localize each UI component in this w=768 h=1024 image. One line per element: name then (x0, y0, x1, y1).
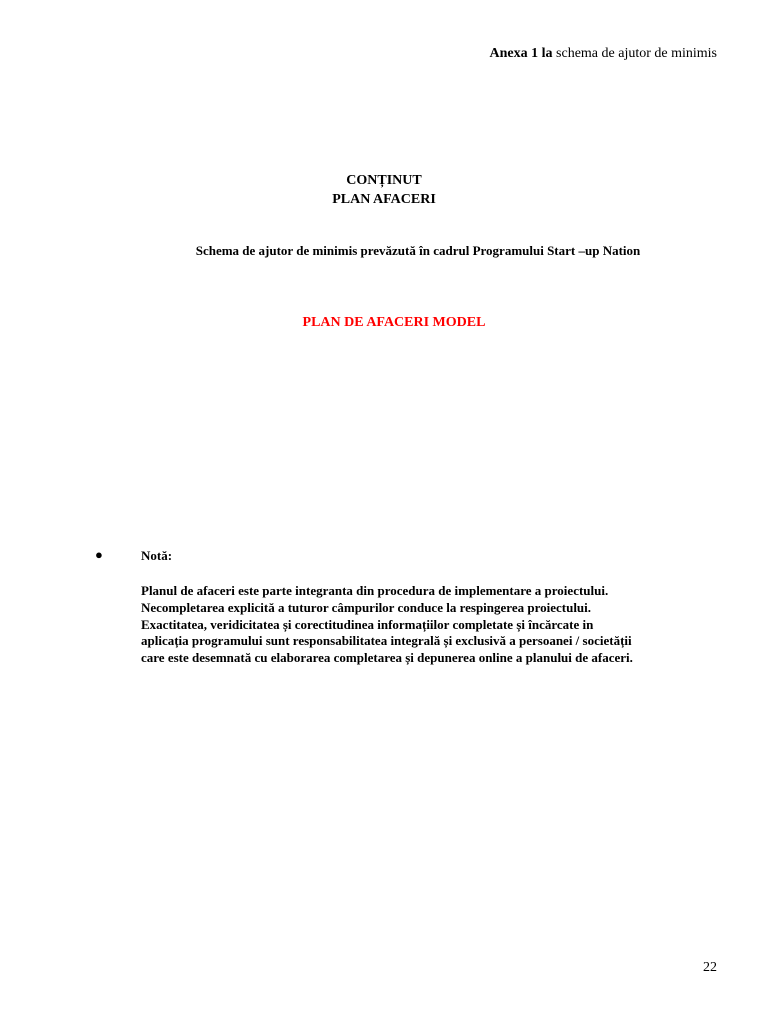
note-line: Exactitatea, veridicitatea și corectitudinea informațiilor completate și încărcate in (141, 616, 594, 632)
note-line: aplicația programului sunt responsabilitatea integrală și exclusivă a persoanei / societății (141, 633, 632, 649)
note-label: Notă: (141, 548, 173, 563)
title-line-plan: PLAN AFACERI (332, 192, 436, 207)
bullet-icon: ● (95, 547, 103, 562)
note-line: care este desemnată cu elaborarea completarea și depunerea online a planului de afaceri. (141, 650, 633, 666)
note-line: Planul de afaceri este parte integranta din procedura de implementare a proiectului. (141, 583, 609, 598)
note-body (141, 583, 633, 667)
title-line-content: CONȚINUT (346, 173, 422, 188)
page-header (490, 46, 717, 62)
header-scheme-text: schema de ajutor de minimis (552, 46, 717, 61)
model-title: PLAN DE AFACERI MODEL (302, 315, 486, 330)
note-line: Necompletarea explicită a tuturor câmpurilor conduce la respingerea proiectului. (141, 599, 592, 615)
document-subtitle: Schema de ajutor de minimis prevăzută în cadrul Programului Start –up Nation (195, 243, 641, 258)
document-title (0, 171, 768, 209)
header-annex-label: Anexa 1 la (489, 46, 553, 61)
page-number: 22 (703, 960, 717, 975)
